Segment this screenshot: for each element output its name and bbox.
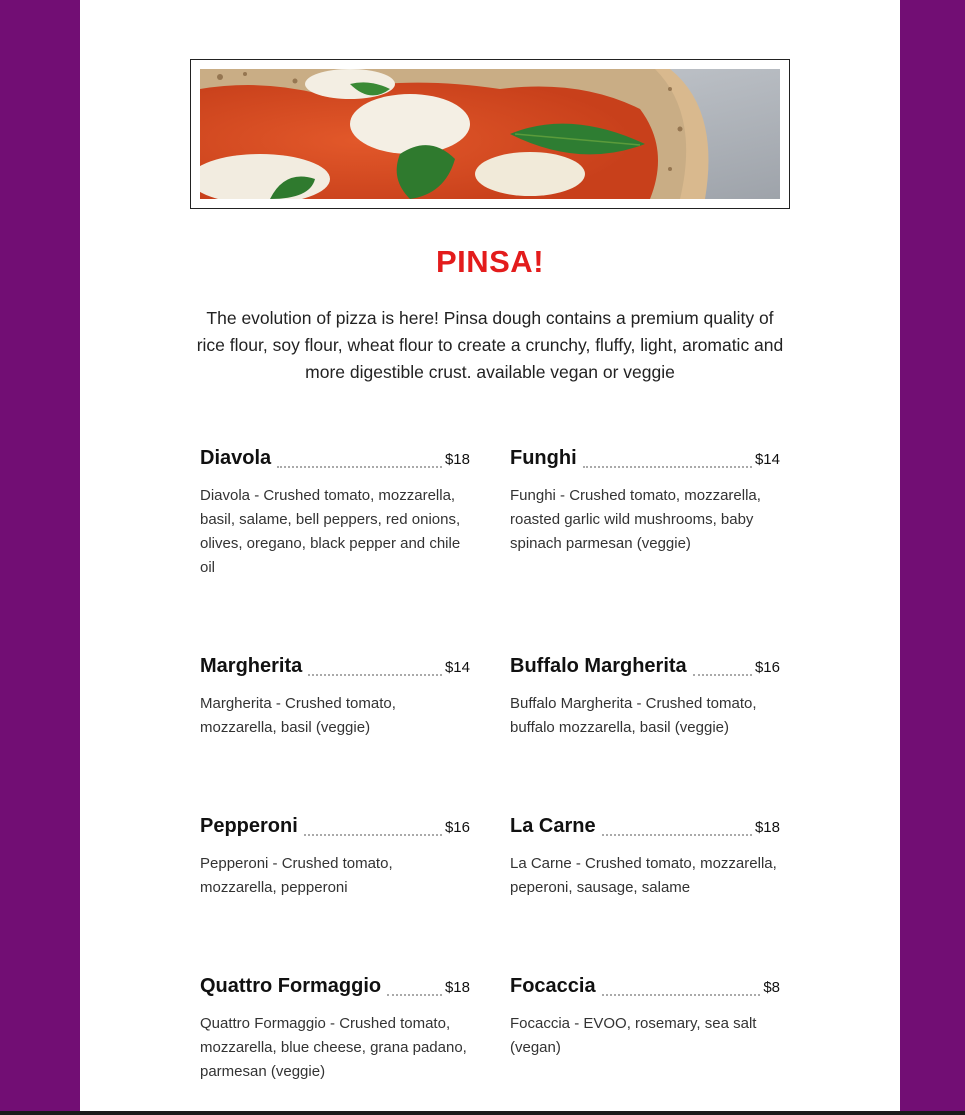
item-leader-dots <box>693 674 752 676</box>
item-name: Margherita <box>200 655 303 677</box>
item-description: Quattro Formaggio - Crushed tomato, mozzarella, blue cheese, grana padano, parmesan (veggie) <box>200 1015 467 1080</box>
menu-title: PINSA! <box>435 244 545 279</box>
item-leader-dots <box>602 994 761 996</box>
menu-item <box>510 975 780 1060</box>
item-name: Diavola <box>200 447 272 469</box>
menu-item <box>200 447 470 580</box>
item-price: $14 <box>444 659 470 676</box>
item-name: Quattro Formaggio <box>200 975 382 997</box>
item-name: Funghi <box>510 447 577 469</box>
menu-intro-text: The evolution of pizza is here! Pinsa dough contains a premium quality of rice flour, soy flour, wheat flour to create a crunchy, fluffy, light, aromatic and more digestible crust. available vegan or veggie <box>196 308 784 382</box>
item-price: $16 <box>444 819 470 836</box>
item-price: $18 <box>444 451 470 468</box>
item-name: Buffalo Margherita <box>510 655 687 677</box>
item-description: Diavola - Crushed tomato, mozzarella, basil, salame, bell peppers, red onions, olives, oregano, black pepper and chile oil <box>200 487 461 576</box>
bottom-border <box>0 1111 965 1115</box>
item-leader-dots <box>277 466 442 468</box>
item-name: Pepperoni <box>200 815 298 837</box>
item-leader-dots <box>387 994 442 996</box>
item-leader-dots <box>583 466 752 468</box>
item-leader-dots <box>602 834 752 836</box>
menu-item <box>510 815 780 900</box>
item-leader-dots <box>304 834 442 836</box>
menu-item <box>510 447 780 556</box>
item-description: Margherita - Crushed tomato, mozzarella, basil (veggie) <box>200 695 396 736</box>
hero-image-frame <box>190 59 790 209</box>
item-leader-dots <box>308 674 442 676</box>
item-price: $8 <box>763 979 780 996</box>
item-description: Buffalo Margherita - Crushed tomato, buffalo mozzarella, basil (veggie) <box>510 695 757 736</box>
menu-item <box>200 975 470 1084</box>
item-price: $18 <box>754 819 780 836</box>
item-name: La Carne <box>510 815 596 837</box>
item-name: Focaccia <box>510 975 596 997</box>
item-description: La Carne - Crushed tomato, mozzarella, peperoni, sausage, salame <box>510 855 777 896</box>
item-description: Pepperoni - Crushed tomato, mozzarella, pepperoni <box>200 855 393 896</box>
menu-page <box>80 0 900 1111</box>
item-price: $18 <box>444 979 470 996</box>
item-price: $14 <box>754 451 780 468</box>
item-description: Focaccia - EVOO, rosemary, sea salt (vegan) <box>510 1015 757 1056</box>
menu-item <box>510 655 780 740</box>
item-description: Funghi - Crushed tomato, mozzarella, roasted garlic wild mushrooms, baby spinach parmesan (veggie) <box>510 487 761 552</box>
item-price: $16 <box>754 659 780 676</box>
menu-item <box>200 655 470 740</box>
menu-item <box>200 815 470 900</box>
pizza-hero-image <box>200 69 780 199</box>
